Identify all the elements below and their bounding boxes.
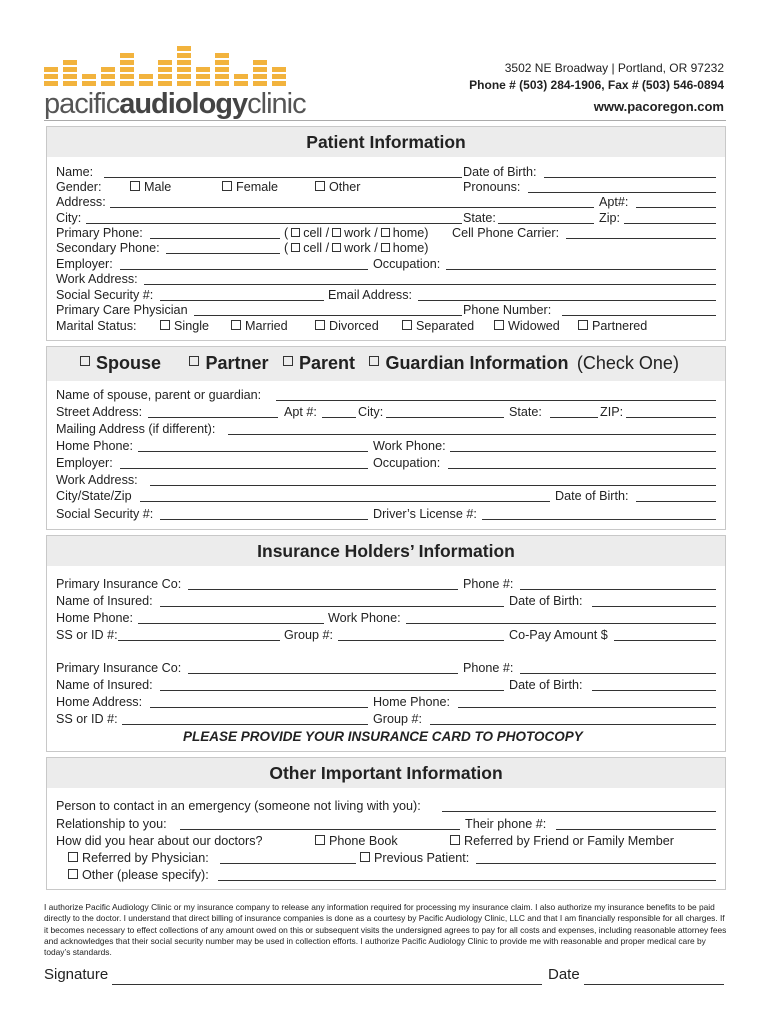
secondary-phone-field[interactable] xyxy=(166,253,280,254)
partnered-label: Partnered xyxy=(592,319,648,333)
checkbox-primary-cell[interactable] xyxy=(291,228,300,237)
checkbox-guardian[interactable] xyxy=(369,356,379,366)
logo-bar-segment xyxy=(215,67,229,72)
ins1-insured-label: Name of Insured: xyxy=(56,594,153,608)
referred-physician-label: Referred by Physician: xyxy=(82,851,209,865)
ins1-ssid-field[interactable] xyxy=(118,640,280,641)
previous-patient-label: Previous Patient: xyxy=(374,851,470,865)
logo-bar-segment xyxy=(139,81,153,86)
ins2-group-field[interactable] xyxy=(430,724,716,725)
home-label: home) xyxy=(392,226,429,240)
their-phone-field[interactable] xyxy=(556,829,716,830)
checkbox-parent[interactable] xyxy=(283,356,293,366)
logo-bar-segment xyxy=(272,74,286,79)
logo-bar-segment xyxy=(196,67,210,72)
logo-bar-segment xyxy=(120,53,134,58)
guardian-apt-label: Apt #: xyxy=(284,405,317,419)
cell-carrier-field[interactable] xyxy=(566,238,716,239)
separated-label: Separated xyxy=(416,319,475,333)
authorization-disclaimer: I authorize Pacific Audiology Clinic or my insurance company to release any information required for processing my insurance claim. I also authorize my insurance benefits to be paid directly to the doctor. I understand that direct billing of insurance companies is done as a courtesy by Pacific Audiology Clinic, LLC and that I am financially responsible for all charges. If it becomes necessary to effect collections of any amount owed on this or subsequent visits the undersigned agrees to pay for all costs and expenses, including reasonable attorney fees and acknowledges that their social security number may be used in collection efforts. I authorize Pacific Audiology Clinic to provide me with reasonable and proper medical care by today’s standards. xyxy=(44,902,727,958)
name-field[interactable] xyxy=(104,177,462,178)
logo-graphic xyxy=(44,38,294,90)
ins2-ssid-field[interactable] xyxy=(122,724,368,725)
address-label: Address: xyxy=(56,195,106,209)
guardian-work-address-field[interactable] xyxy=(150,485,716,486)
marital-single[interactable] xyxy=(160,319,209,333)
work-address-label: Work Address: xyxy=(56,272,138,286)
guardian-apt-field[interactable] xyxy=(322,417,356,418)
ins1-phone-field[interactable] xyxy=(520,589,716,590)
logo-bar-segment xyxy=(120,67,134,72)
phone-number-field[interactable] xyxy=(562,315,716,316)
address-field[interactable] xyxy=(110,207,594,208)
divorced-label: Divorced xyxy=(329,319,379,333)
logo-bar-segment xyxy=(177,60,191,65)
logo-bar-segment xyxy=(63,67,77,72)
ins1-ssid-label: SS or ID #: xyxy=(56,628,118,642)
option-referred-friend[interactable] xyxy=(450,834,674,848)
ssn-label: Social Security #: xyxy=(56,288,154,302)
logo-bar-segment xyxy=(158,74,172,79)
ins2-insured-field[interactable] xyxy=(160,690,504,691)
ins2-phone-field[interactable] xyxy=(520,673,716,674)
spouse-label: Spouse xyxy=(96,353,162,373)
logo-bar-segment xyxy=(177,74,191,79)
how-heard-label: How did you hear about our doctors? xyxy=(56,834,263,848)
other-specify-field[interactable] xyxy=(218,880,716,881)
logo-bar-segment xyxy=(177,81,191,86)
checkbox-other-specify[interactable] xyxy=(68,869,78,879)
guardian-work-address-label: Work Address: xyxy=(56,473,138,487)
ins2-ssid-label: SS or ID #: xyxy=(56,712,118,726)
pronouns-field[interactable] xyxy=(528,192,716,193)
logo-word-1: pacific xyxy=(44,88,120,120)
ins1-work-phone-field[interactable] xyxy=(406,623,716,624)
ins1-company-label: Primary Insurance Co: xyxy=(56,577,182,591)
gender-male-option[interactable] xyxy=(130,180,171,194)
insurance-section-title: Insurance Holders’ Information xyxy=(257,541,515,561)
partner-label: Partner xyxy=(205,353,269,373)
marital-married[interactable] xyxy=(231,319,288,333)
work-label: work / xyxy=(344,226,378,240)
their-phone-label: Their phone #: xyxy=(465,817,547,831)
widowed-label: Widowed xyxy=(508,319,560,333)
logo-bar-segment xyxy=(215,74,229,79)
checkbox-single[interactable] xyxy=(160,320,170,330)
logo-bar-segment xyxy=(272,81,286,86)
marital-separated[interactable] xyxy=(402,319,474,333)
option-partner[interactable] xyxy=(189,353,268,373)
guardian-zip-label: ZIP: xyxy=(600,405,624,419)
header-divider xyxy=(44,120,726,121)
logo-bar-segment xyxy=(196,81,210,86)
checkbox-phone-book[interactable] xyxy=(315,835,325,845)
pcp-label: Primary Care Physician xyxy=(56,303,188,317)
logo-bar-segment xyxy=(82,74,96,79)
logo-bar-segment xyxy=(253,74,267,79)
checkbox-primary-home[interactable] xyxy=(381,228,390,237)
guardian-name-label: Name of spouse, parent or guardian: xyxy=(56,388,262,402)
logo-bar-segment xyxy=(44,67,58,72)
other-specify-label: Other (please specify): xyxy=(82,868,209,882)
guardian-mailing-field[interactable] xyxy=(228,434,716,435)
guardian-label: Guardian Information xyxy=(385,353,569,373)
logo-bar-segment xyxy=(177,46,191,51)
logo-bar-segment xyxy=(82,81,96,86)
ins2-home-address-field[interactable] xyxy=(150,707,368,708)
guardian-city-label: City: xyxy=(358,405,384,419)
logo-bar-segment xyxy=(253,60,267,65)
logo-bar-segment xyxy=(120,81,134,86)
dob-field[interactable] xyxy=(544,177,716,178)
logo-bar-segment xyxy=(139,74,153,79)
email-label: Email Address: xyxy=(328,288,412,302)
ins1-copay-field[interactable] xyxy=(614,640,716,641)
logo-bar-segment xyxy=(177,53,191,58)
option-guardian[interactable] xyxy=(369,353,568,373)
marital-divorced[interactable] xyxy=(315,319,379,333)
gender-female-option[interactable] xyxy=(222,180,278,194)
secondary-phone-label: Secondary Phone: xyxy=(56,241,160,255)
ins1-dob-label: Date of Birth: xyxy=(509,594,583,608)
checkbox-primary-work[interactable] xyxy=(332,228,341,237)
employer-field[interactable] xyxy=(120,269,368,270)
married-label: Married xyxy=(245,319,288,333)
other-section-title: Other Important Information xyxy=(269,763,503,783)
employer-label: Employer: xyxy=(56,257,113,271)
ins1-work-phone-label: Work Phone: xyxy=(328,611,401,625)
logo-bar-segment xyxy=(253,81,267,86)
referred-friend-label: Referred by Friend or Family Member xyxy=(464,834,674,848)
signature-field[interactable] xyxy=(112,984,542,985)
logo-bar-segment xyxy=(215,53,229,58)
logo-bar-segment xyxy=(234,81,248,86)
checkbox-other[interactable] xyxy=(315,181,325,191)
ins1-phone-label: Phone #: xyxy=(463,577,514,591)
ins1-copay-label: Co-Pay Amount $ xyxy=(509,628,608,642)
guardian-license-field[interactable] xyxy=(482,519,716,520)
guardian-dob-label: Date of Birth: xyxy=(555,489,629,503)
logo-word-2: audiology xyxy=(119,88,248,120)
logo-bar-segment xyxy=(272,67,286,72)
logo-bar-segment xyxy=(158,67,172,72)
checkbox-married[interactable] xyxy=(231,320,241,330)
option-spouse[interactable] xyxy=(80,353,161,373)
guardian-license-label: Driver’s License #: xyxy=(373,507,477,521)
checkbox-partnered[interactable] xyxy=(578,320,588,330)
guardian-city-state-zip-label: City/State/Zip xyxy=(56,489,132,503)
phone-number-label: Phone Number: xyxy=(463,303,552,317)
primary-phone-type xyxy=(284,226,428,240)
occupation-field[interactable] xyxy=(446,269,716,270)
guardian-home-phone-field[interactable] xyxy=(138,451,368,452)
email-field[interactable] xyxy=(418,300,716,301)
marital-label: Marital Status: xyxy=(56,319,137,333)
guardian-type-selector xyxy=(80,353,679,374)
cell-label: cell / xyxy=(303,241,330,255)
ins1-group-label: Group #: xyxy=(284,628,334,642)
home-label: home) xyxy=(392,241,429,255)
parent-label: Parent xyxy=(298,353,355,373)
work-label: work / xyxy=(344,241,378,255)
option-phone-book[interactable] xyxy=(315,834,398,848)
check-one-note: (Check One) xyxy=(576,353,679,373)
logo-bar-segment xyxy=(44,74,58,79)
logo-bar-segment xyxy=(101,67,115,72)
ins2-phone-label: Phone #: xyxy=(463,661,514,675)
checkbox-secondary-cell[interactable] xyxy=(291,243,300,252)
ins1-dob-field[interactable] xyxy=(592,606,716,607)
checkbox-referred-friend[interactable] xyxy=(450,835,460,845)
checkbox-male[interactable] xyxy=(130,181,140,191)
apt-field[interactable] xyxy=(636,207,716,208)
logo-bar-segment xyxy=(101,81,115,86)
checkbox-secondary-home[interactable] xyxy=(381,243,390,252)
male-label: Male xyxy=(144,180,172,194)
option-referred-physician[interactable] xyxy=(68,851,209,865)
pcp-field[interactable] xyxy=(194,315,462,316)
city-label: City: xyxy=(56,211,82,225)
checkbox-female[interactable] xyxy=(222,181,232,191)
option-parent[interactable] xyxy=(283,353,355,373)
checkbox-secondary-work[interactable] xyxy=(332,243,341,252)
option-previous-patient[interactable] xyxy=(360,851,469,865)
relationship-label: Relationship to you: xyxy=(56,817,167,831)
logo-bar-segment xyxy=(63,60,77,65)
primary-phone-label: Primary Phone: xyxy=(56,226,143,240)
guardian-state-field[interactable] xyxy=(550,417,598,418)
guardian-name-field[interactable] xyxy=(276,400,716,401)
phone-book-label: Phone Book xyxy=(329,834,398,848)
guardian-state-label: State: xyxy=(509,405,542,419)
marital-widowed[interactable] xyxy=(494,319,560,333)
logo-word-3: clinic xyxy=(247,88,306,120)
ins2-home-phone-label: Home Phone: xyxy=(373,695,451,709)
dob-label: Date of Birth: xyxy=(463,165,537,179)
guardian-mailing-label: Mailing Address (if different): xyxy=(56,422,216,436)
female-label: Female xyxy=(236,180,278,194)
referred-physician-field[interactable] xyxy=(220,863,356,864)
gender-other-option[interactable] xyxy=(315,180,361,194)
guardian-city-state-zip-field[interactable] xyxy=(140,501,550,502)
option-other-specify[interactable] xyxy=(68,868,209,882)
logo-bar-segment xyxy=(120,74,134,79)
guardian-dob-field[interactable] xyxy=(636,501,716,502)
ins2-company-label: Primary Insurance Co: xyxy=(56,661,182,675)
apt-label: Apt#: xyxy=(599,195,629,209)
checkbox-divorced[interactable] xyxy=(315,320,325,330)
guardian-home-phone-label: Home Phone: xyxy=(56,439,134,453)
logo-bar-segment xyxy=(44,81,58,86)
guardian-employer-field[interactable] xyxy=(120,468,368,469)
guardian-occupation-label: Occupation: xyxy=(373,456,441,470)
ins2-company-field[interactable] xyxy=(188,673,458,674)
date-field[interactable] xyxy=(584,984,724,985)
ins2-dob-label: Date of Birth: xyxy=(509,678,583,692)
guardian-zip-field[interactable] xyxy=(626,417,716,418)
state-label: State: xyxy=(463,211,496,225)
ins1-home-phone-field[interactable] xyxy=(138,623,324,624)
insurance-card-notice: PLEASE PROVIDE YOUR INSURANCE CARD TO PHOTOCOPY xyxy=(183,729,583,744)
pronouns-label: Pronouns: xyxy=(463,180,521,194)
emergency-field[interactable] xyxy=(442,811,716,812)
secondary-phone-type xyxy=(284,241,428,255)
guardian-ssn-label: Social Security #: xyxy=(56,507,154,521)
cell-label: cell / xyxy=(303,226,330,240)
ins1-company-field[interactable] xyxy=(188,589,458,590)
ins1-home-phone-label: Home Phone: xyxy=(56,611,134,625)
logo-bar-segment xyxy=(215,81,229,86)
paren-open: ( xyxy=(284,226,289,240)
marital-partnered[interactable] xyxy=(578,319,647,333)
occupation-label: Occupation: xyxy=(373,257,441,271)
other-label: Other xyxy=(329,180,361,194)
paren-open: ( xyxy=(284,241,289,255)
ins2-home-phone-field[interactable] xyxy=(458,707,716,708)
checkbox-spouse[interactable] xyxy=(80,356,90,366)
previous-patient-field[interactable] xyxy=(476,863,716,864)
ins2-dob-field[interactable] xyxy=(592,690,716,691)
guardian-street-field[interactable] xyxy=(148,417,278,418)
relationship-field[interactable] xyxy=(180,829,460,830)
ssn-field[interactable] xyxy=(160,300,324,301)
logo-bar-segment xyxy=(196,74,210,79)
checkbox-previous-patient[interactable] xyxy=(360,852,370,862)
single-label: Single xyxy=(174,319,210,333)
ins2-home-address-label: Home Address: xyxy=(56,695,143,709)
guardian-city-field[interactable] xyxy=(386,417,504,418)
patient-section-title: Patient Information xyxy=(306,132,466,152)
logo-bar-segment xyxy=(177,67,191,72)
guardian-street-label: Street Address: xyxy=(56,405,143,419)
clinic-address: 3502 NE Broadway | Portland, OR 97232 xyxy=(504,61,724,75)
gender-label: Gender: xyxy=(56,180,102,194)
ins2-insured-label: Name of Insured: xyxy=(56,678,153,692)
cell-carrier-label: Cell Phone Carrier: xyxy=(452,226,560,240)
logo-bar-segment xyxy=(63,74,77,79)
zip-field[interactable] xyxy=(624,223,716,224)
logo-bar-segment xyxy=(253,67,267,72)
emergency-label: Person to contact in an emergency (someone not living with you): xyxy=(56,799,421,813)
checkbox-partner[interactable] xyxy=(189,356,199,366)
name-label: Name: xyxy=(56,165,94,179)
logo-bar-segment xyxy=(215,60,229,65)
logo-bar-segment xyxy=(158,81,172,86)
zip-label: Zip: xyxy=(599,211,620,225)
work-address-field[interactable] xyxy=(144,284,716,285)
clinic-website[interactable]: www.pacoregon.com xyxy=(593,99,724,114)
guardian-work-phone-label: Work Phone: xyxy=(373,439,446,453)
ins1-insured-field[interactable] xyxy=(160,606,504,607)
checkbox-separated[interactable] xyxy=(402,320,412,330)
checkbox-referred-physician[interactable] xyxy=(68,852,78,862)
guardian-employer-label: Employer: xyxy=(56,456,113,470)
signature-label: Signature xyxy=(44,966,109,983)
guardian-work-phone-field[interactable] xyxy=(450,451,716,452)
logo-wordmark xyxy=(44,88,306,121)
ins2-group-label: Group #: xyxy=(373,712,423,726)
checkbox-widowed[interactable] xyxy=(494,320,504,330)
ins1-group-field[interactable] xyxy=(338,640,504,641)
guardian-ssn-field[interactable] xyxy=(160,519,368,520)
logo-bar-segment xyxy=(120,60,134,65)
logo-bar-segment xyxy=(63,81,77,86)
logo-bar-segment xyxy=(101,74,115,79)
state-field[interactable] xyxy=(498,223,594,224)
primary-phone-field[interactable] xyxy=(150,238,280,239)
logo-bar-segment xyxy=(158,60,172,65)
clinic-phone-fax: Phone # (503) 284-1906, Fax # (503) 546-0894 xyxy=(469,78,724,92)
logo-bar-segment xyxy=(234,74,248,79)
date-label: Date xyxy=(548,966,580,983)
city-field[interactable] xyxy=(86,223,462,224)
guardian-occupation-field[interactable] xyxy=(448,468,716,469)
